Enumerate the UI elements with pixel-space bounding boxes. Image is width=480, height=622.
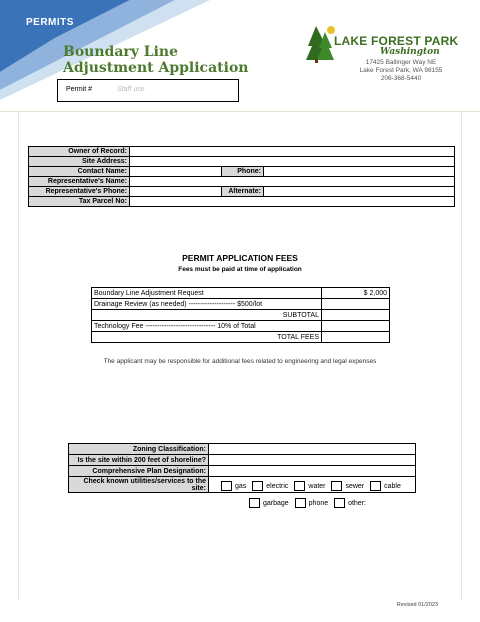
rep-name-field[interactable] [130,177,455,187]
zoning-label: Zoning Classification: [69,444,209,455]
city-logo [306,24,466,90]
utilities-label: Check known utilities/services to the site: [69,477,209,493]
electric-checkbox[interactable] [252,481,263,491]
contact-name-field[interactable] [130,167,222,177]
address-line-2: Lake Forest Park, WA 98155 [359,67,443,74]
sewer-label: sewer [345,482,365,490]
city-phone: 206-368-5440 [380,75,422,82]
gas-checkbox[interactable] [221,481,232,491]
site-address-field[interactable] [130,157,455,167]
shoreline-field[interactable] [209,455,416,466]
request-amount: $ 2,000 [322,288,390,299]
alternate-field[interactable] [264,187,455,197]
owner-field[interactable] [130,147,455,157]
tax-parcel-field[interactable] [130,197,455,207]
zoning-field[interactable] [209,444,416,455]
rep-phone-field[interactable] [130,187,222,197]
utilities-row-2 [249,498,370,508]
page-title: Boundary Line Adjustment Application [63,44,249,76]
other-checkbox[interactable] [334,498,345,508]
rep-phone-label: Representative's Phone: [29,187,130,197]
contact-name-label: Contact Name: [29,167,130,177]
phone-checkbox[interactable] [295,498,306,508]
water-label: water [308,482,326,490]
rep-name-label: Representative's Name: [29,177,130,187]
logo-state: Washington [380,47,440,57]
city-address [346,59,456,83]
subtotal-field[interactable] [322,310,390,321]
tech-fee-field[interactable] [322,321,390,332]
address-line-1: 17425 Ballinger Way NE [365,59,437,66]
comp-plan-field[interactable] [209,466,416,477]
header-banner [0,0,480,112]
utilities-row-1 [221,481,405,491]
total-fees-label: TOTAL FEES [92,332,322,343]
section-label: PERMITS [26,17,74,28]
shoreline-label: Is the site within 200 feet of shoreline? [69,455,209,466]
drainage-amount-field[interactable] [322,299,390,310]
phone-label: Phone: [222,167,264,177]
gas-label: gas [235,482,247,490]
phone-field[interactable] [264,167,455,177]
tax-parcel-label: Tax Parcel No: [29,197,130,207]
comp-plan-label: Comprehensive Plan Designation: [69,466,209,477]
permit-number-label: Permit # [66,86,93,93]
cable-label: cable [384,482,401,490]
sewer-checkbox[interactable] [331,481,342,491]
owner-label: Owner of Record: [29,147,130,157]
utilities-cell [209,477,416,507]
garbage-label: garbage [263,499,289,507]
garbage-checkbox[interactable] [249,498,260,508]
revised-date: Revised 01/2023 [396,602,438,608]
zoning-table [68,443,416,507]
permit-number-field[interactable] [57,79,239,102]
total-fees-field[interactable] [322,332,390,343]
fees-subtitle: Fees must be paid at time of application [178,266,302,273]
cable-checkbox[interactable] [370,481,381,491]
fees-table [91,287,390,343]
permit-number-placeholder: Staff use [117,86,145,93]
subtotal-label: SUBTOTAL [92,310,322,321]
expenses-note: The applicant may be responsible for additional fees related to engineering and legal expenses [103,358,377,365]
fees-title: PERMIT APPLICATION FEES [182,253,298,263]
drainage-label: Drainage Review (as needed) -------------------- $500/lot [92,299,322,310]
electric-label: electric [266,482,289,490]
request-label: Boundary Line Adjustment Request [92,288,322,299]
owner-info-table [28,146,455,207]
evergreen-tree-icon [306,24,336,64]
other-label: other: [348,499,366,507]
site-address-label: Site Address: [29,157,130,167]
water-checkbox[interactable] [294,481,305,491]
alternate-label: Alternate: [222,187,264,197]
logo-name: LAKE FOREST PARK [334,34,459,48]
phone-utility-label: phone [308,499,329,507]
tech-fee-label: Technology Fee ------------------------------ 10% of Total [92,321,322,332]
